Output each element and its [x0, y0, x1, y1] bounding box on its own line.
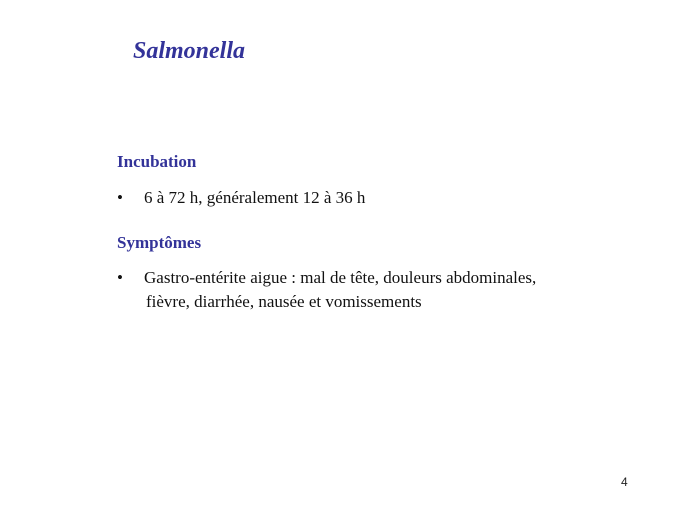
section-heading-symptomes: Symptômes — [117, 233, 202, 252]
bullet-line: Gastro-entérite aigue : mal de tête, douleurs abdominales, — [144, 268, 537, 287]
bullet-line: 6 à 72 h, généralement 12 à 36 h — [144, 188, 366, 207]
bullet-text — [144, 186, 365, 210]
page-number: 4 — [621, 475, 628, 489]
bullet-text — [144, 266, 536, 314]
bullet-icon: • — [117, 268, 123, 287]
section-heading-incubation: Incubation — [117, 152, 197, 171]
bullet-icon: • — [117, 188, 123, 207]
bullet-line: fièvre, diarrhée, nausée et vomissements — [146, 292, 422, 311]
slide-title: Salmonella — [133, 38, 246, 64]
